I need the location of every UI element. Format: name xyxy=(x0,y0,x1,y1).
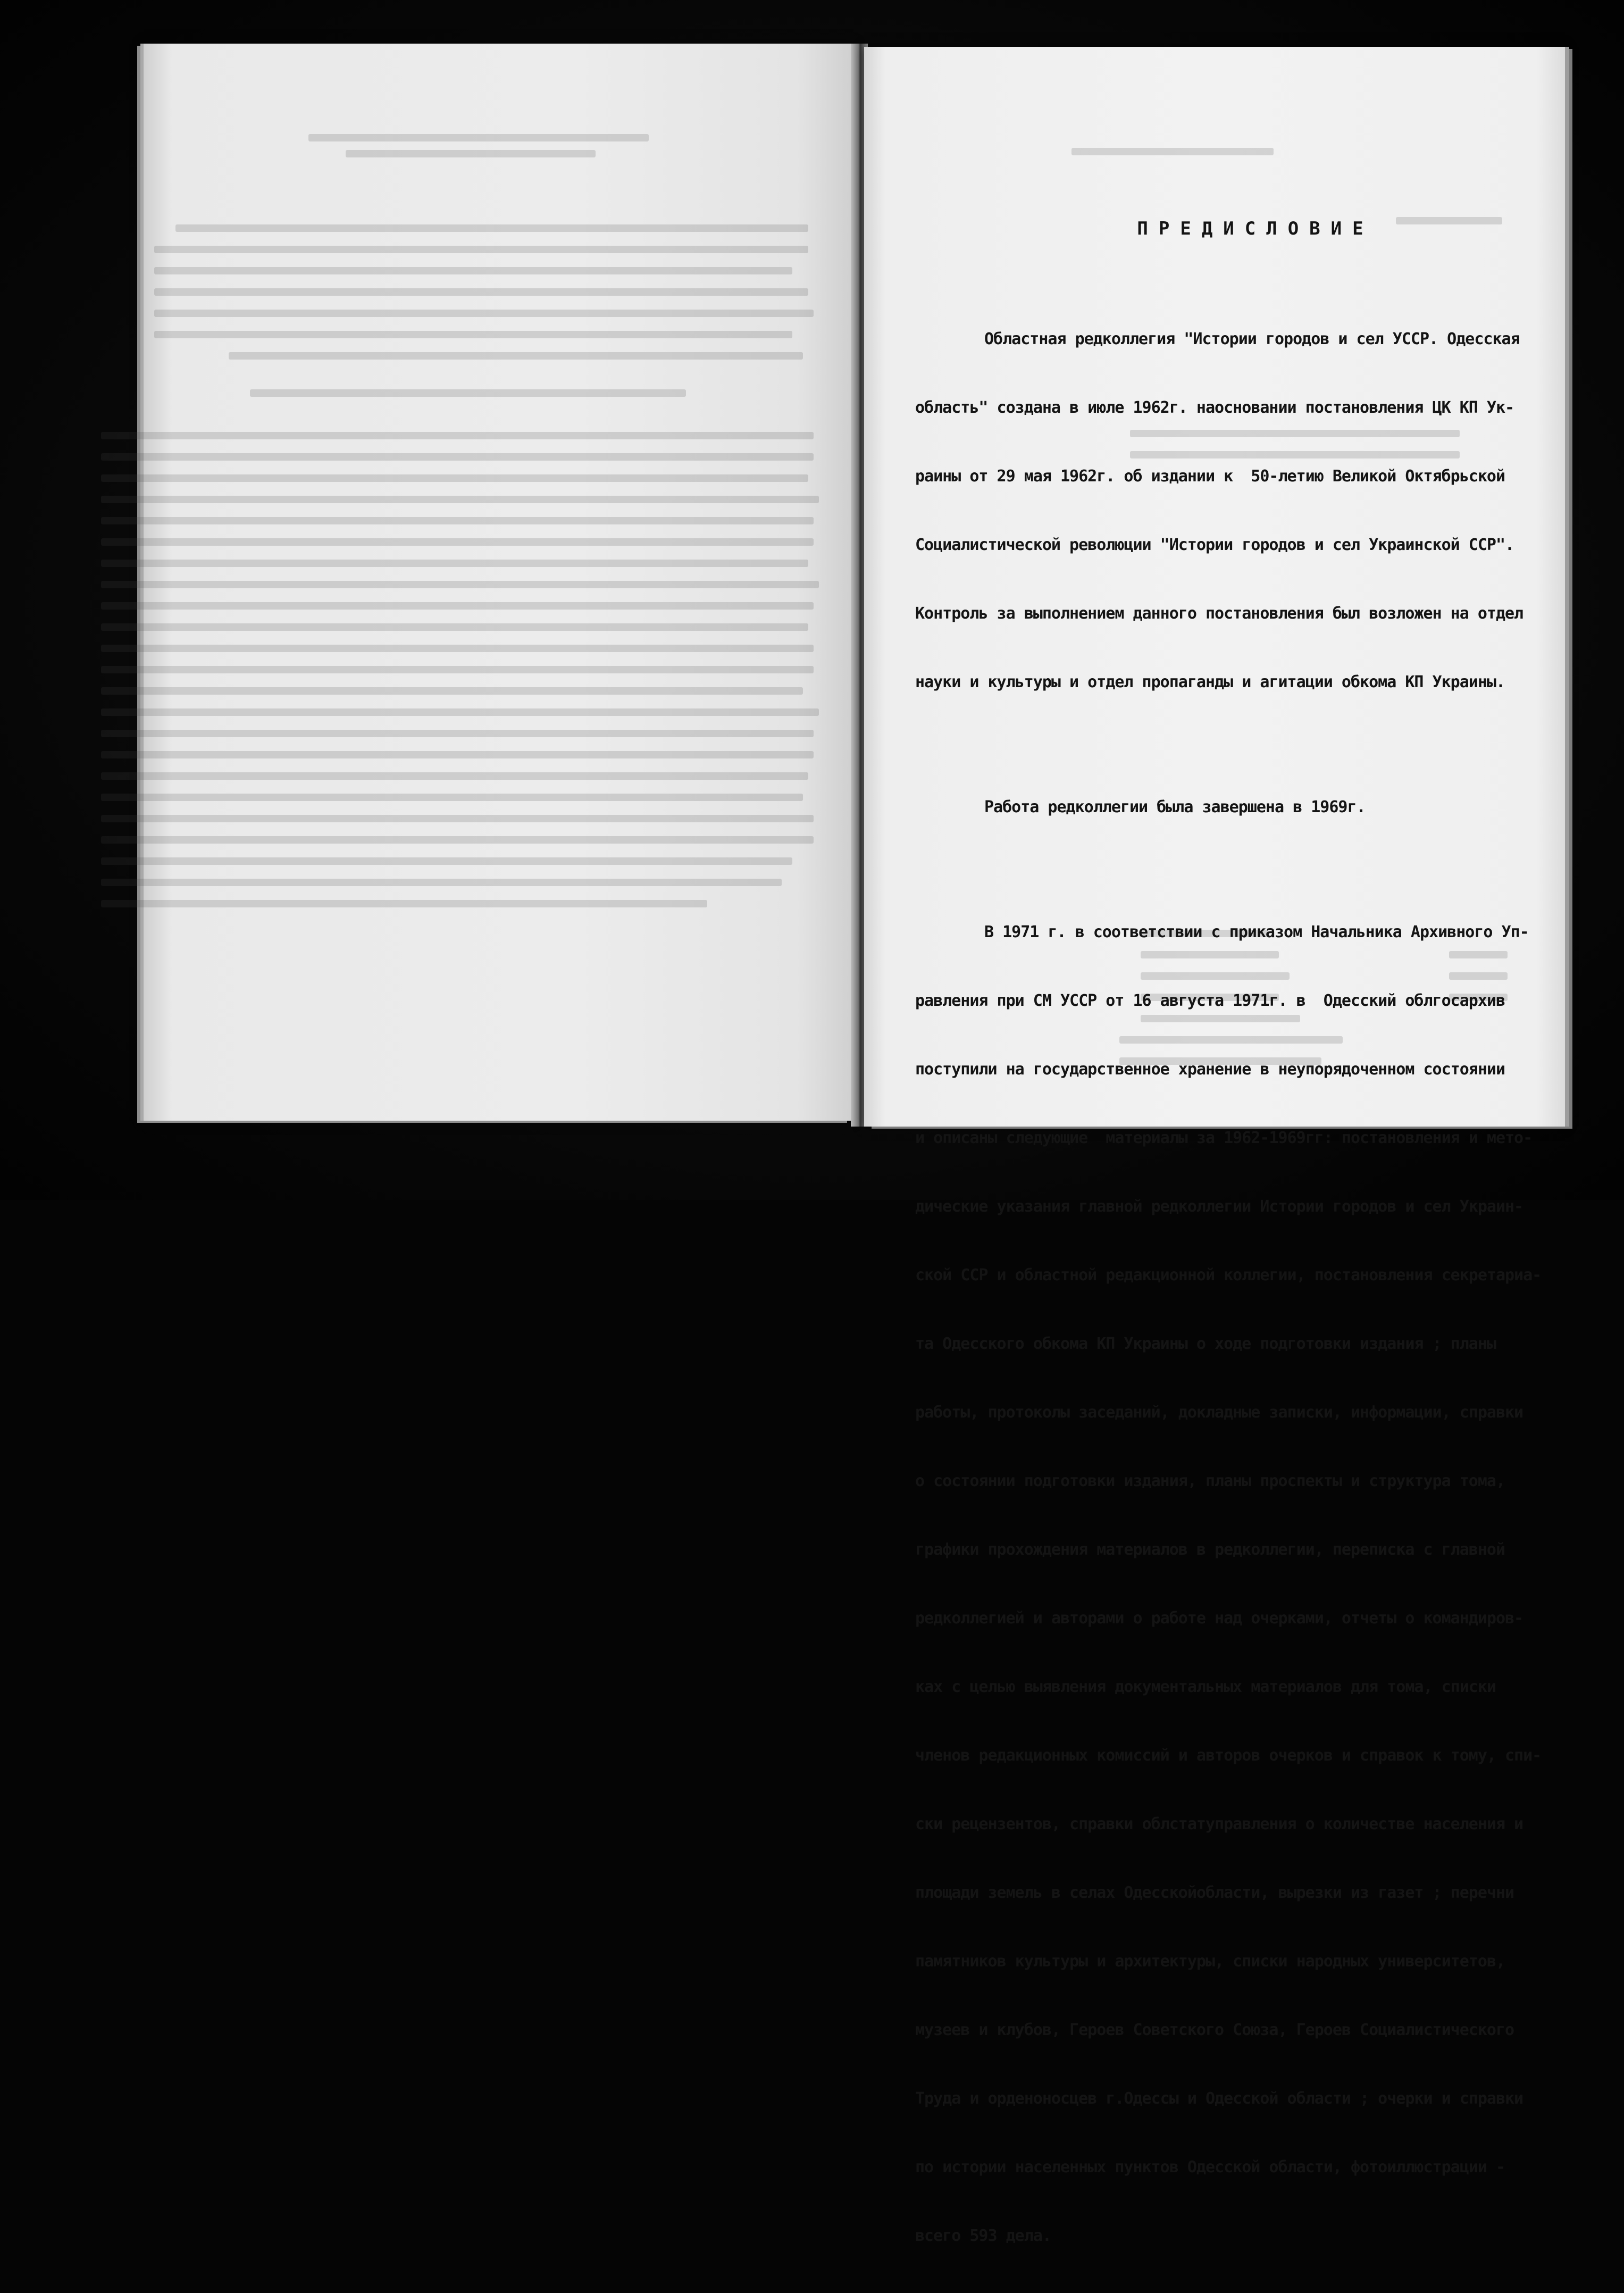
paragraph-line: музеев и клубов, Героев Советского Союза, Героев Социалистического xyxy=(915,2021,1514,2039)
paragraph-work-completed xyxy=(915,750,1551,864)
paragraph-line: область" создана в июле 1962г. наосновании постановления ЦК КП Ук- xyxy=(915,398,1514,417)
paragraph-line: работы, протоколы заседаний, докладные записки, информации, справки xyxy=(915,1403,1523,1422)
paragraph-line: дические указания главной редколлегии Истории городов и сел Украин- xyxy=(915,1197,1523,1216)
paragraph-line: ках с целью выявления документальных материалов для тома, списки xyxy=(915,1678,1496,1696)
bleed-through-text xyxy=(144,44,853,1121)
paragraph-editorial-board xyxy=(915,282,1551,739)
paragraph-line: ской ССР и областной редакционной коллегии, постановления секретариа- xyxy=(915,1266,1542,1285)
paragraph-line: Областная редколлегия "Истории городов и сел УССР. Одесская xyxy=(984,330,1520,348)
paragraph-line: поступили на государственное хранение в неупорядоченном состоянии xyxy=(915,1060,1505,1079)
paragraph-line: всего 593 дела. xyxy=(915,2227,1051,2245)
paragraph-line: В 1971 г. в соответствии с приказом Начальника Архивного Уп- xyxy=(984,923,1529,941)
paragraph-line: Социалистической революции "Истории городов и сел Украинской ССР". xyxy=(915,536,1514,554)
paragraph-line: о состоянии подготовки издания, планы проспекты и структура тома, xyxy=(915,1472,1505,1490)
paragraph-line: Труда и орденоносцев г.Одессы и Одесской области ; очерки и справки xyxy=(915,2089,1523,2108)
left-page-blank-showthrough xyxy=(144,44,853,1121)
paragraph-line: раины от 29 мая 1962г. об издании к 50-летию Великой Октябрьской xyxy=(915,467,1505,486)
paragraph-line: редколлегией и авторами о работе над очерками, отчеты о командиров- xyxy=(915,1609,1523,1628)
paragraph-line: графики прохождения материалов в редколлегии, переписка с главной xyxy=(915,1540,1505,1559)
paragraph-line: ски рецензентов, справки облстатуправления о количестве населения и xyxy=(915,1815,1523,1833)
paragraph-line: науки и культуры и отдел пропаганды и агитации обкома КП Украины. xyxy=(915,673,1505,691)
paragraph-line: по истории населенных пунктов Одесской области, фотоиллюстрации - xyxy=(915,2158,1505,2177)
paragraph-line: Работа редколлегии была завершена в 1969г. xyxy=(984,798,1366,816)
paragraph-line: площади земель в селах Одесскойобласти, вырезки из газет ; перечни xyxy=(915,1883,1514,1902)
paragraph-line: и описаны следующие материалы за 1962-1969гг: постановления и мето- xyxy=(915,1129,1533,1147)
paragraph-line: Контроль за выполнением данного постановления был возложен на отдел xyxy=(915,604,1523,623)
document-title: ПРЕДИСЛОВИЕ xyxy=(1137,218,1374,239)
typed-text-block xyxy=(915,153,1551,2293)
paragraph-line: памятников культуры и архитектуры, списки народных университетов, xyxy=(915,1952,1505,1971)
right-page xyxy=(864,47,1565,2245)
paragraph-line: равления при СМ УССР от 16 августа 1971г. в Одесский облгосархив xyxy=(915,991,1505,1010)
paragraph-line: членов редакционных комиссий и авторов очерков и справок к тому, спи- xyxy=(915,1746,1542,1765)
paragraph-line: та Одесского обкома КП Украины о ходе подготовки издания ; планы xyxy=(915,1335,1496,1353)
paragraph-archive-transfer xyxy=(915,875,1551,2293)
